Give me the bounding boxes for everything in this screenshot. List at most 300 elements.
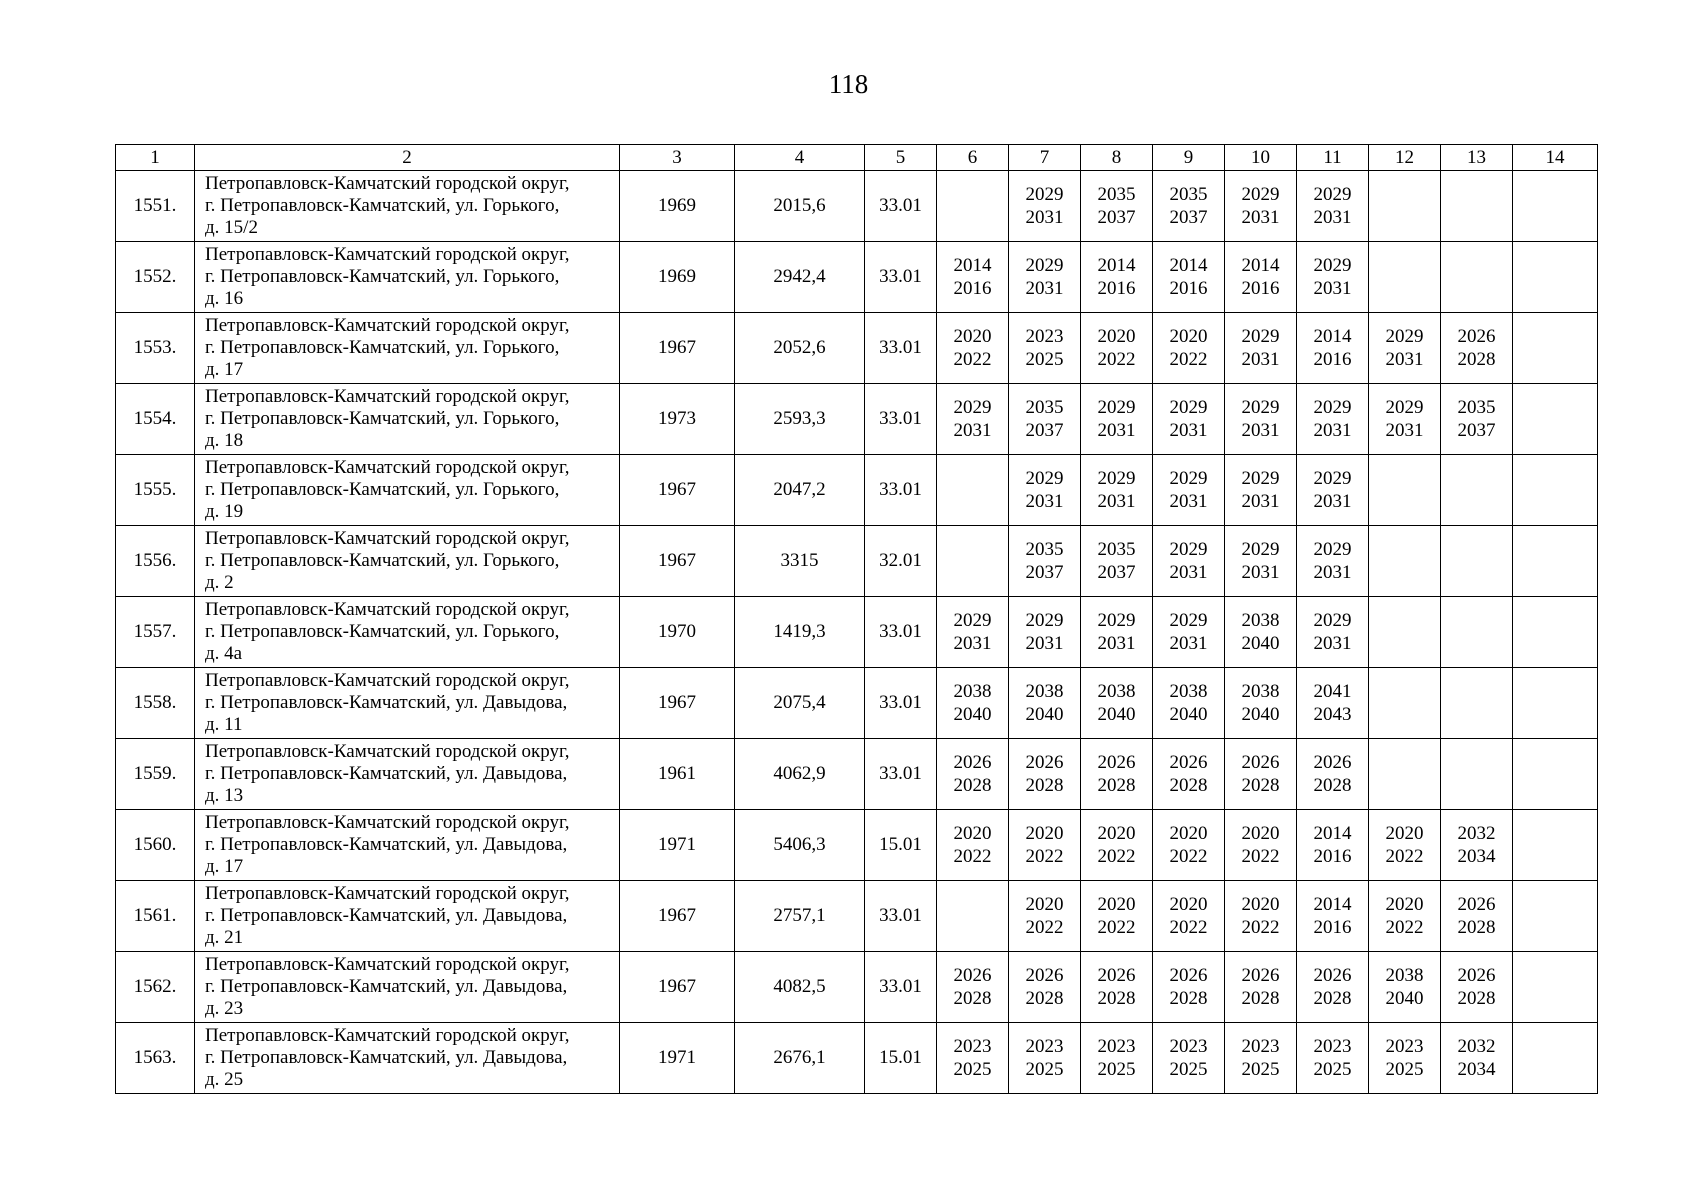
period-cell-col-10 [1225,455,1297,526]
period-cell-col-13 [1441,384,1513,455]
housing-registry-table [115,144,1598,1094]
area-cell: 2676,1 [735,1023,865,1094]
period-cell-col-6 [937,810,1009,881]
period-cell-col-12 [1369,1023,1441,1094]
address-line: д. 15/2 [205,217,258,238]
period-start-year: 2026 [953,752,992,773]
row-number-cell: 1563. [116,1023,195,1094]
period-start-year: 2026 [953,965,992,986]
column-header-1: 1 [116,145,195,171]
period-cell-col-13 [1441,739,1513,810]
period-start-year: 2023 [1169,1036,1208,1057]
period-end-year: 2040 [1241,704,1280,725]
period-cell-col-11 [1297,1023,1369,1094]
period-cell-col-7 [1009,952,1081,1023]
code-cell: 32.01 [865,526,937,597]
period-cell-col-13 [1441,810,1513,881]
period-start-year: 2038 [1169,681,1208,702]
period-cell-col-10 [1225,313,1297,384]
period-end-year: 2022 [1385,846,1424,867]
address-line: д. 4а [205,643,243,664]
period-end-year: 2037 [1097,207,1136,228]
period-start-year: 2029 [1169,610,1208,631]
address-cell [195,526,620,597]
column-header-14: 14 [1513,145,1598,171]
table-row [116,384,1598,455]
period-end-year: 2016 [953,278,992,299]
period-cell-col-11 [1297,597,1369,668]
period-start-year: 2029 [1025,610,1064,631]
period-start-year: 2032 [1457,823,1496,844]
period-cell-col-7 [1009,313,1081,384]
address-line: д. 19 [205,501,244,522]
period-end-year: 2028 [1241,775,1280,796]
period-start-year: 2029 [1025,184,1064,205]
table-row [116,739,1598,810]
build-year-cell: 1971 [620,1023,735,1094]
period-cell-col-11 [1297,242,1369,313]
table-row [116,881,1598,952]
period-cell-col-14 [1513,952,1598,1023]
period-cell-col-10 [1225,526,1297,597]
period-end-year: 2022 [1385,917,1424,938]
period-start-year: 2029 [1313,468,1352,489]
address-line: Петропавловск-Камчатский городской округ, [205,386,570,407]
period-start-year: 2029 [1097,397,1136,418]
period-end-year: 2031 [1169,420,1208,441]
build-year-cell: 1967 [620,455,735,526]
period-cell-col-12 [1369,171,1441,242]
period-start-year: 2026 [1457,965,1496,986]
period-end-year: 2022 [1025,917,1064,938]
period-cell-col-6 [937,242,1009,313]
period-start-year: 2014 [953,255,992,276]
period-end-year: 2022 [1241,846,1280,867]
period-cell-col-6 [937,171,1009,242]
period-end-year: 2031 [1241,420,1280,441]
period-end-year: 2043 [1313,704,1352,725]
code-cell: 33.01 [865,668,937,739]
period-cell-col-12 [1369,384,1441,455]
period-cell-col-12 [1369,881,1441,952]
address-line: Петропавловск-Камчатский городской округ, [205,457,570,478]
address-cell [195,1023,620,1094]
period-cell-col-9 [1153,739,1225,810]
address-line: д. 23 [205,998,244,1019]
code-cell: 33.01 [865,881,937,952]
period-end-year: 2034 [1457,1059,1496,1080]
column-header-13: 13 [1441,145,1513,171]
address-line: д. 17 [205,359,244,380]
period-end-year: 2025 [1097,1059,1136,1080]
period-start-year: 2029 [1241,184,1280,205]
table-row [116,242,1598,313]
period-cell-col-9 [1153,455,1225,526]
period-cell-col-10 [1225,810,1297,881]
period-cell-col-8 [1081,384,1153,455]
column-header-10: 10 [1225,145,1297,171]
period-end-year: 2028 [1241,988,1280,1009]
period-start-year: 2029 [1313,184,1352,205]
address-line: г. Петропавловск-Камчатский, ул. Давыдова, [205,976,568,997]
period-cell-col-7 [1009,384,1081,455]
period-start-year: 2029 [1313,610,1352,631]
column-header-9: 9 [1153,145,1225,171]
period-cell-col-7 [1009,242,1081,313]
period-cell-col-12 [1369,739,1441,810]
period-cell-col-6 [937,739,1009,810]
period-cell-col-9 [1153,881,1225,952]
period-end-year: 2028 [1313,988,1352,1009]
period-end-year: 2025 [1025,1059,1064,1080]
period-end-year: 2031 [1313,420,1352,441]
code-cell: 33.01 [865,739,937,810]
period-end-year: 2031 [953,633,992,654]
row-number-cell: 1555. [116,455,195,526]
table-row [116,810,1598,881]
period-cell-col-7 [1009,597,1081,668]
period-cell-col-9 [1153,1023,1225,1094]
address-cell [195,597,620,668]
period-start-year: 2035 [1025,397,1064,418]
address-line: г. Петропавловск-Камчатский, ул. Давыдова, [205,905,568,926]
period-end-year: 2022 [953,349,992,370]
build-year-cell: 1967 [620,952,735,1023]
period-cell-col-8 [1081,242,1153,313]
period-end-year: 2016 [1313,917,1352,938]
period-cell-col-14 [1513,1023,1598,1094]
period-end-year: 2040 [1025,704,1064,725]
period-end-year: 2031 [1313,562,1352,583]
period-cell-col-8 [1081,739,1153,810]
address-cell [195,668,620,739]
period-end-year: 2031 [1313,491,1352,512]
address-cell [195,242,620,313]
period-end-year: 2040 [1385,988,1424,1009]
period-cell-col-9 [1153,242,1225,313]
period-cell-col-13 [1441,668,1513,739]
period-start-year: 2029 [1241,539,1280,560]
period-cell-col-8 [1081,455,1153,526]
row-number-cell: 1551. [116,171,195,242]
address-cell [195,952,620,1023]
period-cell-col-6 [937,1023,1009,1094]
period-end-year: 2037 [1169,207,1208,228]
area-cell: 3315 [735,526,865,597]
column-header-7: 7 [1009,145,1081,171]
address-line: д. 18 [205,430,244,451]
table-row [116,313,1598,384]
period-end-year: 2031 [1025,491,1064,512]
period-start-year: 2026 [1241,752,1280,773]
period-cell-col-12 [1369,526,1441,597]
build-year-cell: 1970 [620,597,735,668]
period-end-year: 2028 [1169,775,1208,796]
period-start-year: 2029 [953,397,992,418]
table-row [116,952,1598,1023]
period-start-year: 2026 [1025,752,1064,773]
address-line: г. Петропавловск-Камчатский, ул. Горького, [205,550,560,571]
table-row [116,1023,1598,1094]
build-year-cell: 1961 [620,739,735,810]
row-number-cell: 1558. [116,668,195,739]
period-cell-col-9 [1153,952,1225,1023]
area-cell: 2015,6 [735,171,865,242]
period-cell-col-13 [1441,881,1513,952]
address-line: Петропавловск-Камчатский городской округ, [205,670,570,691]
period-start-year: 2014 [1313,326,1352,347]
period-cell-col-9 [1153,810,1225,881]
area-cell: 2052,6 [735,313,865,384]
period-start-year: 2026 [1097,965,1136,986]
period-cell-col-10 [1225,384,1297,455]
period-start-year: 2029 [1025,255,1064,276]
row-number-cell: 1557. [116,597,195,668]
address-line: г. Петропавловск-Камчатский, ул. Горького, [205,337,560,358]
period-end-year: 2022 [1097,917,1136,938]
address-cell [195,384,620,455]
period-end-year: 2025 [1385,1059,1424,1080]
period-start-year: 2029 [1169,539,1208,560]
period-cell-col-9 [1153,313,1225,384]
period-cell-col-11 [1297,384,1369,455]
period-cell-col-14 [1513,597,1598,668]
address-line: г. Петропавловск-Камчатский, ул. Давыдова, [205,1047,568,1068]
address-line: Петропавловск-Камчатский городской округ, [205,954,570,975]
period-cell-col-11 [1297,952,1369,1023]
period-start-year: 2014 [1169,255,1208,276]
address-line: Петропавловск-Камчатский городской округ, [205,173,570,194]
area-cell: 4062,9 [735,739,865,810]
period-end-year: 2031 [1241,349,1280,370]
period-cell-col-11 [1297,881,1369,952]
period-start-year: 2029 [1385,397,1424,418]
period-cell-col-12 [1369,952,1441,1023]
column-header-5: 5 [865,145,937,171]
period-start-year: 2035 [1097,539,1136,560]
period-start-year: 2029 [1241,326,1280,347]
period-cell-col-11 [1297,739,1369,810]
period-cell-col-12 [1369,810,1441,881]
period-cell-col-7 [1009,1023,1081,1094]
period-start-year: 2038 [1025,681,1064,702]
address-cell [195,739,620,810]
period-end-year: 2025 [953,1059,992,1080]
period-start-year: 2026 [1097,752,1136,773]
period-cell-col-9 [1153,384,1225,455]
period-cell-col-7 [1009,455,1081,526]
address-line: г. Петропавловск-Камчатский, ул. Горького, [205,266,560,287]
period-cell-col-14 [1513,810,1598,881]
period-start-year: 2020 [1169,823,1208,844]
period-start-year: 2020 [1097,823,1136,844]
period-start-year: 2029 [1313,255,1352,276]
period-cell-col-14 [1513,668,1598,739]
period-cell-col-13 [1441,455,1513,526]
row-number-cell: 1553. [116,313,195,384]
address-line: д. 21 [205,927,244,948]
period-end-year: 2040 [1097,704,1136,725]
period-cell-col-7 [1009,810,1081,881]
area-cell: 2047,2 [735,455,865,526]
period-start-year: 2029 [1025,468,1064,489]
build-year-cell: 1967 [620,668,735,739]
column-header-6: 6 [937,145,1009,171]
period-end-year: 2034 [1457,846,1496,867]
period-cell-col-10 [1225,668,1297,739]
period-end-year: 2016 [1313,349,1352,370]
area-cell: 2942,4 [735,242,865,313]
period-cell-col-6 [937,384,1009,455]
row-number-cell: 1556. [116,526,195,597]
period-start-year: 2029 [1169,468,1208,489]
period-start-year: 2020 [1097,894,1136,915]
period-start-year: 2041 [1313,681,1352,702]
period-start-year: 2023 [953,1036,992,1057]
period-cell-col-8 [1081,952,1153,1023]
period-end-year: 2016 [1313,846,1352,867]
period-start-year: 2026 [1025,965,1064,986]
period-end-year: 2022 [1169,917,1208,938]
period-cell-col-7 [1009,739,1081,810]
period-start-year: 2029 [1313,539,1352,560]
period-start-year: 2014 [1097,255,1136,276]
period-cell-col-6 [937,526,1009,597]
column-header-12: 12 [1369,145,1441,171]
period-end-year: 2040 [953,704,992,725]
address-line: д. 11 [205,714,243,735]
period-start-year: 2029 [953,610,992,631]
period-cell-col-12 [1369,668,1441,739]
period-cell-col-14 [1513,171,1598,242]
period-cell-col-6 [937,668,1009,739]
period-end-year: 2040 [1241,633,1280,654]
period-start-year: 2020 [1025,894,1064,915]
period-cell-col-6 [937,881,1009,952]
period-end-year: 2028 [1097,988,1136,1009]
period-end-year: 2025 [1025,349,1064,370]
period-start-year: 2038 [1241,610,1280,631]
address-line: д. 16 [205,288,244,309]
period-end-year: 2031 [1025,207,1064,228]
period-end-year: 2028 [1457,349,1496,370]
column-header-8: 8 [1081,145,1153,171]
address-line: г. Петропавловск-Камчатский, ул. Горького, [205,408,560,429]
area-cell: 1419,3 [735,597,865,668]
period-cell-col-14 [1513,881,1598,952]
period-cell-col-8 [1081,668,1153,739]
period-start-year: 2029 [1097,468,1136,489]
address-line: д. 25 [205,1069,244,1090]
period-start-year: 2029 [1241,397,1280,418]
table-row [116,455,1598,526]
period-cell-col-6 [937,597,1009,668]
row-number-cell: 1560. [116,810,195,881]
column-number-header-row [116,145,1598,171]
row-number-cell: 1562. [116,952,195,1023]
period-end-year: 2031 [1385,349,1424,370]
period-end-year: 2028 [1025,775,1064,796]
period-start-year: 2023 [1313,1036,1352,1057]
address-line: д. 17 [205,856,244,877]
period-cell-col-10 [1225,952,1297,1023]
period-cell-col-10 [1225,1023,1297,1094]
row-number-cell: 1554. [116,384,195,455]
period-end-year: 2037 [1457,420,1496,441]
address-cell [195,455,620,526]
period-cell-col-12 [1369,597,1441,668]
code-cell: 33.01 [865,313,937,384]
address-cell [195,313,620,384]
address-line: Петропавловск-Камчатский городской округ, [205,812,570,833]
period-cell-col-13 [1441,952,1513,1023]
period-cell-col-12 [1369,313,1441,384]
address-line: г. Петропавловск-Камчатский, ул. Горького, [205,195,560,216]
period-start-year: 2026 [1457,326,1496,347]
row-number-cell: 1561. [116,881,195,952]
period-end-year: 2022 [1097,349,1136,370]
period-end-year: 2022 [1097,846,1136,867]
address-line: г. Петропавловск-Камчатский, ул. Горького, [205,621,560,642]
period-cell-col-8 [1081,1023,1153,1094]
area-cell: 5406,3 [735,810,865,881]
period-start-year: 2035 [1097,184,1136,205]
period-start-year: 2023 [1241,1036,1280,1057]
period-start-year: 2038 [1385,965,1424,986]
period-cell-col-10 [1225,242,1297,313]
code-cell: 15.01 [865,810,937,881]
period-cell-col-11 [1297,313,1369,384]
period-start-year: 2026 [1241,965,1280,986]
period-start-year: 2020 [1385,823,1424,844]
address-line: Петропавловск-Камчатский городской округ, [205,1025,570,1046]
period-cell-col-14 [1513,313,1598,384]
address-line: Петропавловск-Камчатский городской округ, [205,528,570,549]
period-start-year: 2026 [1169,965,1208,986]
area-cell: 2593,3 [735,384,865,455]
period-start-year: 2035 [1169,184,1208,205]
period-start-year: 2038 [1097,681,1136,702]
build-year-cell: 1969 [620,242,735,313]
build-year-cell: 1973 [620,384,735,455]
period-start-year: 2026 [1313,752,1352,773]
address-line: д. 2 [205,572,234,593]
address-cell [195,810,620,881]
period-cell-col-9 [1153,597,1225,668]
period-cell-col-7 [1009,668,1081,739]
period-end-year: 2016 [1241,278,1280,299]
address-line: Петропавловск-Камчатский городской округ, [205,741,570,762]
address-line: Петропавловск-Камчатский городской округ, [205,315,570,336]
period-end-year: 2022 [1241,917,1280,938]
period-cell-col-13 [1441,171,1513,242]
period-cell-col-9 [1153,668,1225,739]
area-cell: 2757,1 [735,881,865,952]
period-start-year: 2029 [1385,326,1424,347]
period-end-year: 2031 [1169,633,1208,654]
period-end-year: 2025 [1169,1059,1208,1080]
period-start-year: 2020 [1097,326,1136,347]
area-cell: 4082,5 [735,952,865,1023]
period-cell-col-8 [1081,597,1153,668]
period-end-year: 2025 [1313,1059,1352,1080]
period-cell-col-12 [1369,242,1441,313]
period-end-year: 2028 [1457,988,1496,1009]
period-start-year: 2023 [1025,326,1064,347]
address-line: г. Петропавловск-Камчатский, ул. Горького, [205,479,560,500]
code-cell: 15.01 [865,1023,937,1094]
period-cell-col-7 [1009,171,1081,242]
